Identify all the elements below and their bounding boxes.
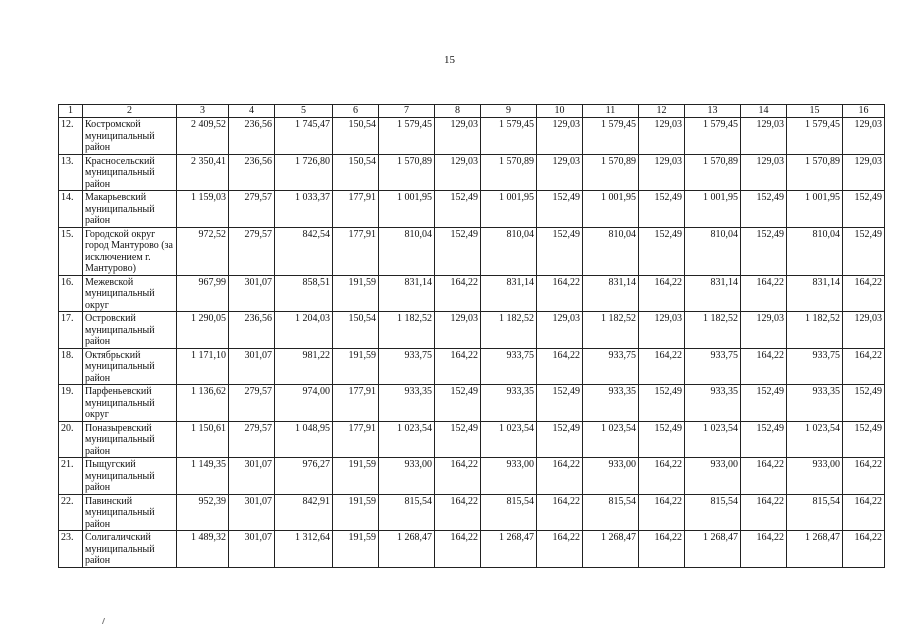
value-cell-col-10: 129,03 — [537, 118, 583, 155]
value-cell-col-6: 191,59 — [333, 275, 379, 312]
value-cell-col-7: 1 182,52 — [379, 312, 435, 349]
table-row — [59, 494, 885, 531]
value-cell-col-5: 1 033,37 — [275, 191, 333, 228]
value-cell-col-3: 1 150,61 — [177, 421, 229, 458]
value-cell-col-13: 1 023,54 — [685, 421, 741, 458]
value-cell-col-12: 129,03 — [639, 118, 685, 155]
value-cell-col-4: 301,07 — [229, 348, 275, 385]
value-cell-col-12: 164,22 — [639, 348, 685, 385]
value-cell-col-13: 933,35 — [685, 385, 741, 422]
value-cell-col-8: 152,49 — [435, 227, 481, 275]
value-cell-col-6: 177,91 — [333, 227, 379, 275]
value-cell-col-11: 1 579,45 — [583, 118, 639, 155]
value-cell-col-11: 933,35 — [583, 385, 639, 422]
value-cell-col-5: 1 312,64 — [275, 531, 333, 568]
value-cell-col-4: 301,07 — [229, 531, 275, 568]
value-cell-col-15: 933,75 — [787, 348, 843, 385]
value-cell-col-4: 301,07 — [229, 275, 275, 312]
value-cell-col-15: 1 182,52 — [787, 312, 843, 349]
column-header-5: 5 — [275, 105, 333, 118]
value-cell-col-9: 1 182,52 — [481, 312, 537, 349]
municipality-name: Поназыревский муниципальный район — [83, 421, 177, 458]
value-cell-col-12: 129,03 — [639, 154, 685, 191]
value-cell-col-15: 810,04 — [787, 227, 843, 275]
value-cell-col-14: 164,22 — [741, 494, 787, 531]
value-cell-col-13: 831,14 — [685, 275, 741, 312]
value-cell-col-6: 177,91 — [333, 385, 379, 422]
municipality-name: Парфеньевский муниципальный округ — [83, 385, 177, 422]
value-cell-col-10: 152,49 — [537, 421, 583, 458]
row-index: 17. — [59, 312, 83, 349]
table-row — [59, 275, 885, 312]
value-cell-col-5: 842,91 — [275, 494, 333, 531]
value-cell-col-3: 967,99 — [177, 275, 229, 312]
value-cell-col-8: 164,22 — [435, 531, 481, 568]
row-index: 15. — [59, 227, 83, 275]
column-header-6: 6 — [333, 105, 379, 118]
value-cell-col-6: 191,59 — [333, 348, 379, 385]
value-cell-col-7: 810,04 — [379, 227, 435, 275]
row-index: 19. — [59, 385, 83, 422]
value-cell-col-14: 129,03 — [741, 118, 787, 155]
value-cell-col-7: 933,00 — [379, 458, 435, 495]
value-cell-col-16: 152,49 — [843, 227, 885, 275]
value-cell-col-11: 815,54 — [583, 494, 639, 531]
value-cell-col-14: 164,22 — [741, 458, 787, 495]
value-cell-col-16: 129,03 — [843, 154, 885, 191]
value-cell-col-5: 976,27 — [275, 458, 333, 495]
value-cell-col-12: 129,03 — [639, 312, 685, 349]
value-cell-col-14: 152,49 — [741, 191, 787, 228]
value-cell-col-11: 1 023,54 — [583, 421, 639, 458]
value-cell-col-12: 164,22 — [639, 494, 685, 531]
value-cell-col-4: 236,56 — [229, 118, 275, 155]
value-cell-col-16: 164,22 — [843, 458, 885, 495]
value-cell-col-16: 164,22 — [843, 531, 885, 568]
value-cell-col-15: 1 570,89 — [787, 154, 843, 191]
value-cell-col-10: 152,49 — [537, 191, 583, 228]
value-cell-col-8: 164,22 — [435, 494, 481, 531]
row-index: 18. — [59, 348, 83, 385]
value-cell-col-8: 152,49 — [435, 421, 481, 458]
value-cell-col-11: 1 001,95 — [583, 191, 639, 228]
value-cell-col-11: 933,00 — [583, 458, 639, 495]
column-header-3: 3 — [177, 105, 229, 118]
column-header-8: 8 — [435, 105, 481, 118]
municipality-name: Пыщугский муниципальный район — [83, 458, 177, 495]
column-header-10: 10 — [537, 105, 583, 118]
column-header-16: 16 — [843, 105, 885, 118]
value-cell-col-9: 815,54 — [481, 494, 537, 531]
column-header-13: 13 — [685, 105, 741, 118]
value-cell-col-9: 1 579,45 — [481, 118, 537, 155]
value-cell-col-6: 177,91 — [333, 191, 379, 228]
data-table — [58, 104, 885, 568]
municipality-name: Солигаличский муниципальный район — [83, 531, 177, 568]
column-header-2: 2 — [83, 105, 177, 118]
value-cell-col-10: 164,22 — [537, 531, 583, 568]
value-cell-col-16: 129,03 — [843, 312, 885, 349]
value-cell-col-8: 129,03 — [435, 118, 481, 155]
municipality-name: Красносельский муниципальный район — [83, 154, 177, 191]
value-cell-col-15: 815,54 — [787, 494, 843, 531]
value-cell-col-14: 164,22 — [741, 348, 787, 385]
value-cell-col-16: 152,49 — [843, 421, 885, 458]
value-cell-col-10: 129,03 — [537, 312, 583, 349]
value-cell-col-16: 129,03 — [843, 118, 885, 155]
page-number: 15 — [444, 54, 455, 66]
value-cell-col-15: 1 579,45 — [787, 118, 843, 155]
value-cell-col-11: 831,14 — [583, 275, 639, 312]
value-cell-col-5: 1 204,03 — [275, 312, 333, 349]
value-cell-col-6: 150,54 — [333, 118, 379, 155]
row-index: 16. — [59, 275, 83, 312]
value-cell-col-12: 164,22 — [639, 275, 685, 312]
value-cell-col-9: 933,35 — [481, 385, 537, 422]
value-cell-col-9: 1 023,54 — [481, 421, 537, 458]
column-header-1: 1 — [59, 105, 83, 118]
table-row — [59, 421, 885, 458]
value-cell-col-10: 152,49 — [537, 227, 583, 275]
value-cell-col-5: 1 726,80 — [275, 154, 333, 191]
value-cell-col-9: 1 001,95 — [481, 191, 537, 228]
value-cell-col-16: 164,22 — [843, 348, 885, 385]
value-cell-col-11: 810,04 — [583, 227, 639, 275]
value-cell-col-10: 129,03 — [537, 154, 583, 191]
value-cell-col-9: 1 570,89 — [481, 154, 537, 191]
value-cell-col-5: 842,54 — [275, 227, 333, 275]
column-header-12: 12 — [639, 105, 685, 118]
value-cell-col-7: 1 001,95 — [379, 191, 435, 228]
table-row — [59, 385, 885, 422]
value-cell-col-4: 279,57 — [229, 421, 275, 458]
value-cell-col-10: 164,22 — [537, 458, 583, 495]
value-cell-col-12: 152,49 — [639, 421, 685, 458]
value-cell-col-12: 152,49 — [639, 191, 685, 228]
value-cell-col-5: 974,00 — [275, 385, 333, 422]
column-header-11: 11 — [583, 105, 639, 118]
value-cell-col-4: 279,57 — [229, 227, 275, 275]
table-row — [59, 154, 885, 191]
value-cell-col-11: 1 268,47 — [583, 531, 639, 568]
value-cell-col-7: 1 570,89 — [379, 154, 435, 191]
value-cell-col-5: 1 048,95 — [275, 421, 333, 458]
table-row — [59, 227, 885, 275]
value-cell-col-10: 164,22 — [537, 494, 583, 531]
row-index: 21. — [59, 458, 83, 495]
value-cell-col-9: 810,04 — [481, 227, 537, 275]
value-cell-col-6: 191,59 — [333, 458, 379, 495]
value-cell-col-8: 164,22 — [435, 458, 481, 495]
value-cell-col-4: 301,07 — [229, 494, 275, 531]
value-cell-col-15: 1 001,95 — [787, 191, 843, 228]
municipality-name: Городской округ город Мантурово (за исключением г. Мантурово) — [83, 227, 177, 275]
column-header-15: 15 — [787, 105, 843, 118]
value-cell-col-8: 129,03 — [435, 154, 481, 191]
row-index: 13. — [59, 154, 83, 191]
value-cell-col-14: 152,49 — [741, 385, 787, 422]
value-cell-col-7: 933,35 — [379, 385, 435, 422]
column-header-4: 4 — [229, 105, 275, 118]
value-cell-col-9: 831,14 — [481, 275, 537, 312]
table-row — [59, 348, 885, 385]
value-cell-col-11: 933,75 — [583, 348, 639, 385]
value-cell-col-13: 933,75 — [685, 348, 741, 385]
value-cell-col-12: 164,22 — [639, 531, 685, 568]
value-cell-col-7: 1 579,45 — [379, 118, 435, 155]
value-cell-col-8: 164,22 — [435, 275, 481, 312]
value-cell-col-16: 164,22 — [843, 494, 885, 531]
value-cell-col-9: 933,00 — [481, 458, 537, 495]
value-cell-col-12: 152,49 — [639, 227, 685, 275]
value-cell-col-15: 1 023,54 — [787, 421, 843, 458]
table-row — [59, 191, 885, 228]
value-cell-col-10: 152,49 — [537, 385, 583, 422]
value-cell-col-14: 164,22 — [741, 531, 787, 568]
value-cell-col-6: 150,54 — [333, 312, 379, 349]
value-cell-col-6: 191,59 — [333, 494, 379, 531]
value-cell-col-13: 815,54 — [685, 494, 741, 531]
value-cell-col-5: 858,51 — [275, 275, 333, 312]
table-row — [59, 312, 885, 349]
value-cell-col-6: 177,91 — [333, 421, 379, 458]
value-cell-col-10: 164,22 — [537, 275, 583, 312]
value-cell-col-3: 2 350,41 — [177, 154, 229, 191]
value-cell-col-15: 933,00 — [787, 458, 843, 495]
value-cell-col-3: 1 290,05 — [177, 312, 229, 349]
column-header-7: 7 — [379, 105, 435, 118]
table-row — [59, 118, 885, 155]
row-index: 23. — [59, 531, 83, 568]
value-cell-col-13: 1 268,47 — [685, 531, 741, 568]
table-body — [59, 118, 885, 568]
municipality-name: Макарьевский муниципальный район — [83, 191, 177, 228]
value-cell-col-14: 129,03 — [741, 312, 787, 349]
value-cell-col-13: 1 001,95 — [685, 191, 741, 228]
value-cell-col-3: 1 149,35 — [177, 458, 229, 495]
value-cell-col-7: 815,54 — [379, 494, 435, 531]
value-cell-col-13: 1 570,89 — [685, 154, 741, 191]
municipality-name: Октябрьский муниципальный район — [83, 348, 177, 385]
row-index: 12. — [59, 118, 83, 155]
value-cell-col-13: 810,04 — [685, 227, 741, 275]
municipality-name: Межевской муниципальный округ — [83, 275, 177, 312]
value-cell-col-5: 1 745,47 — [275, 118, 333, 155]
value-cell-col-13: 933,00 — [685, 458, 741, 495]
value-cell-col-3: 2 409,52 — [177, 118, 229, 155]
row-index: 20. — [59, 421, 83, 458]
table-row — [59, 458, 885, 495]
value-cell-col-4: 279,57 — [229, 385, 275, 422]
value-cell-col-7: 933,75 — [379, 348, 435, 385]
value-cell-col-5: 981,22 — [275, 348, 333, 385]
value-cell-col-3: 1 159,03 — [177, 191, 229, 228]
value-cell-col-13: 1 182,52 — [685, 312, 741, 349]
value-cell-col-4: 236,56 — [229, 312, 275, 349]
value-cell-col-3: 1 171,10 — [177, 348, 229, 385]
value-cell-col-16: 164,22 — [843, 275, 885, 312]
value-cell-col-11: 1 570,89 — [583, 154, 639, 191]
value-cell-col-14: 164,22 — [741, 275, 787, 312]
value-cell-col-12: 164,22 — [639, 458, 685, 495]
value-cell-col-14: 129,03 — [741, 154, 787, 191]
value-cell-col-15: 933,35 — [787, 385, 843, 422]
value-cell-col-8: 152,49 — [435, 385, 481, 422]
value-cell-col-6: 191,59 — [333, 531, 379, 568]
value-cell-col-7: 831,14 — [379, 275, 435, 312]
value-cell-col-8: 164,22 — [435, 348, 481, 385]
value-cell-col-4: 301,07 — [229, 458, 275, 495]
value-cell-col-7: 1 268,47 — [379, 531, 435, 568]
value-cell-col-9: 933,75 — [481, 348, 537, 385]
municipality-name: Павинский муниципальный район — [83, 494, 177, 531]
value-cell-col-4: 279,57 — [229, 191, 275, 228]
value-cell-col-3: 1 136,62 — [177, 385, 229, 422]
value-cell-col-8: 152,49 — [435, 191, 481, 228]
value-cell-col-7: 1 023,54 — [379, 421, 435, 458]
column-header-14: 14 — [741, 105, 787, 118]
value-cell-col-11: 1 182,52 — [583, 312, 639, 349]
value-cell-col-15: 1 268,47 — [787, 531, 843, 568]
value-cell-col-13: 1 579,45 — [685, 118, 741, 155]
municipality-name: Островский муниципальный район — [83, 312, 177, 349]
value-cell-col-3: 952,39 — [177, 494, 229, 531]
value-cell-col-9: 1 268,47 — [481, 531, 537, 568]
value-cell-col-3: 1 489,32 — [177, 531, 229, 568]
scan-mark — [102, 618, 109, 624]
header-row — [59, 105, 885, 118]
municipality-name: Костромской муниципальный район — [83, 118, 177, 155]
table-row — [59, 531, 885, 568]
value-cell-col-15: 831,14 — [787, 275, 843, 312]
value-cell-col-16: 152,49 — [843, 385, 885, 422]
value-cell-col-3: 972,52 — [177, 227, 229, 275]
column-header-9: 9 — [481, 105, 537, 118]
value-cell-col-8: 129,03 — [435, 312, 481, 349]
row-index: 22. — [59, 494, 83, 531]
value-cell-col-16: 152,49 — [843, 191, 885, 228]
value-cell-col-14: 152,49 — [741, 227, 787, 275]
value-cell-col-4: 236,56 — [229, 154, 275, 191]
value-cell-col-12: 152,49 — [639, 385, 685, 422]
value-cell-col-14: 152,49 — [741, 421, 787, 458]
row-index: 14. — [59, 191, 83, 228]
value-cell-col-6: 150,54 — [333, 154, 379, 191]
value-cell-col-10: 164,22 — [537, 348, 583, 385]
